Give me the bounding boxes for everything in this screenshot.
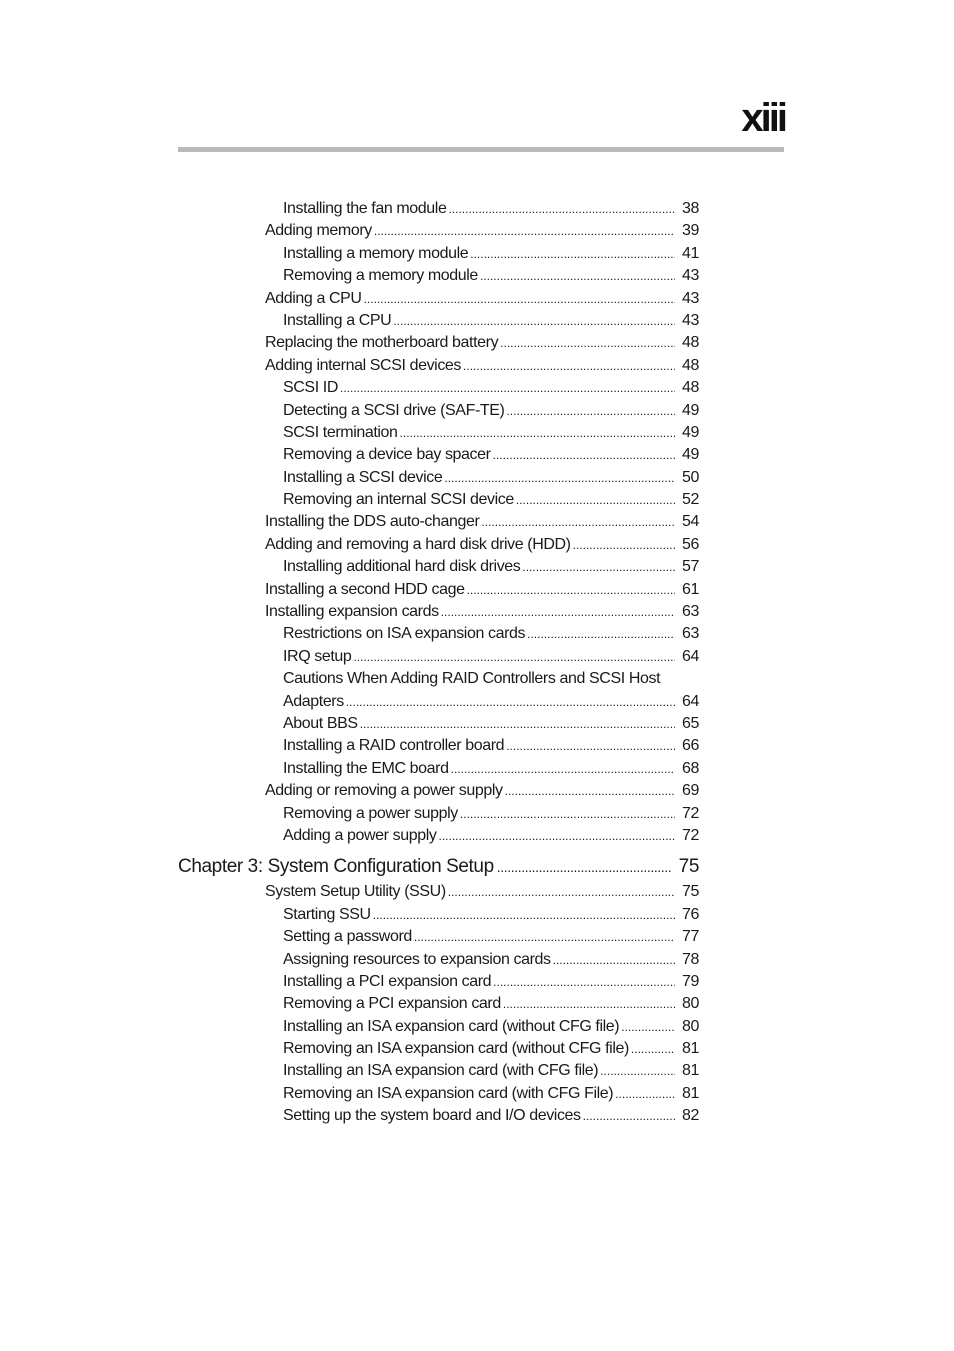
toc-entry-page: 81 xyxy=(682,1062,699,1080)
dot-leader xyxy=(493,971,675,993)
toc-entry-title: Installing the EMC board xyxy=(283,759,449,777)
toc-entry-page: 61 xyxy=(682,580,699,598)
dot-leader xyxy=(360,713,675,735)
toc-entry-page: 50 xyxy=(682,468,699,486)
toc-entry-title: SCSI termination xyxy=(283,423,398,441)
toc-entry-title: Adding memory xyxy=(265,222,372,240)
table-of-contents xyxy=(0,198,954,1128)
dot-leader xyxy=(600,1060,675,1082)
toc-entry-page: 48 xyxy=(682,379,699,397)
toc-entry[interactable] xyxy=(283,1038,699,1060)
toc-entry-page: 72 xyxy=(682,826,699,844)
dot-leader xyxy=(467,579,675,601)
toc-entry[interactable] xyxy=(283,444,699,466)
toc-entry-title: Detecting a SCSI drive (SAF-TE) xyxy=(283,401,505,419)
toc-entry-title: Setting a password xyxy=(283,928,412,946)
toc-entry-title: Removing an internal SCSI device xyxy=(283,491,514,509)
toc-entry[interactable] xyxy=(283,646,699,668)
toc-entry-title: Removing a device bay spacer xyxy=(283,446,491,464)
toc-entry-title: Adding a power supply xyxy=(283,826,437,844)
toc-entry-page: 39 xyxy=(682,222,699,240)
toc-entry-title: Restrictions on ISA expansion cards xyxy=(283,625,526,643)
toc-entry[interactable] xyxy=(265,220,699,242)
dot-leader xyxy=(438,825,675,847)
toc-entry-page: 63 xyxy=(682,603,699,621)
dot-leader xyxy=(448,881,675,903)
toc-entry-title: Installing additional hard disk drives xyxy=(283,558,521,576)
toc-entry-title: Installing a memory module xyxy=(283,244,469,262)
toc-entry[interactable] xyxy=(283,265,699,287)
toc-entry-title-line2: Adapters xyxy=(283,692,344,710)
toc-entry-page: 43 xyxy=(682,289,699,307)
toc-entry-page: 64 xyxy=(682,692,699,710)
toc-entry-title: Installing a second HDD cage xyxy=(265,580,465,598)
dot-leader xyxy=(340,377,675,399)
toc-entry-page: 41 xyxy=(682,244,699,262)
toc-entry[interactable] xyxy=(265,881,699,903)
toc-entry-page: 54 xyxy=(682,513,699,531)
toc-entry-page: 81 xyxy=(682,1040,699,1058)
toc-entry[interactable] xyxy=(283,310,699,332)
dot-leader xyxy=(463,355,675,377)
dot-leader xyxy=(470,243,675,265)
toc-entry-title: Adding a CPU xyxy=(265,289,362,307)
toc-entry-page: 49 xyxy=(682,401,699,419)
toc-entry[interactable] xyxy=(265,332,699,354)
toc-entry-title: Removing a PCI expansion card xyxy=(283,995,501,1013)
toc-entry[interactable] xyxy=(283,949,699,971)
toc-entry-page: 68 xyxy=(682,759,699,777)
page-number: xiii xyxy=(741,96,785,140)
toc-entry-page: 43 xyxy=(682,311,699,329)
toc-entry[interactable] xyxy=(283,758,699,780)
toc-entry-continuation xyxy=(283,691,699,713)
toc-entry-title: About BBS xyxy=(283,714,358,732)
dot-leader xyxy=(522,556,675,578)
chapter-title: Chapter 3: System Configuration Setup xyxy=(178,856,494,878)
toc-entry-page: 81 xyxy=(682,1084,699,1102)
toc-entry-title: Starting SSU xyxy=(283,905,371,923)
toc-entry-title-line1: Cautions When Adding RAID Controllers and SCSI Host xyxy=(283,670,661,688)
toc-entry-page: 64 xyxy=(682,647,699,665)
toc-entry-title: Adding or removing a power supply xyxy=(265,782,503,800)
toc-entry[interactable] xyxy=(265,288,699,310)
dot-leader xyxy=(615,1083,675,1105)
toc-entry-page: 72 xyxy=(682,804,699,822)
toc-entry[interactable] xyxy=(283,1060,699,1082)
toc-entry-page: 76 xyxy=(682,905,699,923)
toc-entry[interactable] xyxy=(283,467,699,489)
toc-entry-title: Removing a power supply xyxy=(283,804,458,822)
toc-entry[interactable] xyxy=(265,534,699,556)
toc-entry[interactable] xyxy=(283,904,699,926)
toc-entry-page: 65 xyxy=(682,714,699,732)
dot-leader xyxy=(621,1016,675,1038)
toc-section-chapter-2-cont xyxy=(0,713,954,847)
dot-leader xyxy=(480,265,675,287)
toc-entry[interactable] xyxy=(283,803,699,825)
dot-leader xyxy=(527,623,675,645)
dot-leader xyxy=(374,220,675,242)
toc-entry-page: 56 xyxy=(682,535,699,553)
dot-leader xyxy=(506,735,675,757)
dot-leader xyxy=(346,691,675,713)
dot-leader xyxy=(573,534,675,556)
toc-entry[interactable] xyxy=(283,489,699,511)
toc-entry[interactable] xyxy=(283,377,699,399)
chapter-page: 75 xyxy=(678,856,699,878)
dot-leader xyxy=(414,926,675,948)
dot-leader xyxy=(497,853,671,881)
dot-leader xyxy=(400,422,675,444)
toc-entry-title: SCSI ID xyxy=(283,379,338,397)
toc-entry-title: System Setup Utility (SSU) xyxy=(265,883,446,901)
toc-entry-title: Installing an ISA expansion card (without CFG file) xyxy=(283,1017,620,1035)
toc-entry-page: 63 xyxy=(682,625,699,643)
dot-leader xyxy=(493,444,675,466)
dot-leader xyxy=(448,198,675,220)
toc-entry-page: 48 xyxy=(682,356,699,374)
toc-entry-page: 80 xyxy=(682,995,699,1013)
toc-entry[interactable] xyxy=(265,601,699,623)
toc-entry-title: Installing a PCI expansion card xyxy=(283,972,492,990)
toc-entry-title: Removing an ISA expansion card (with CFG File) xyxy=(283,1084,614,1102)
toc-entry-title: Removing a memory module xyxy=(283,267,478,285)
dot-leader xyxy=(393,310,675,332)
toc-entry-title: Installing a SCSI device xyxy=(283,468,443,486)
toc-entry[interactable] xyxy=(265,780,699,802)
toc-entry[interactable] xyxy=(283,993,699,1015)
toc-entry-title: IRQ setup xyxy=(283,647,352,665)
dot-leader xyxy=(364,288,675,310)
dot-leader xyxy=(503,993,675,1015)
toc-entry-page: 82 xyxy=(682,1107,699,1125)
toc-entry-title: Installing the DDS auto-changer xyxy=(265,513,480,531)
header-rule xyxy=(178,147,784,152)
dot-leader xyxy=(516,489,675,511)
toc-entry[interactable] xyxy=(283,198,699,220)
toc-entry[interactable] xyxy=(265,511,699,533)
dot-leader xyxy=(631,1038,675,1060)
toc-entry-title: Adding and removing a hard disk drive (HDD) xyxy=(265,535,571,553)
toc-entry-page: 77 xyxy=(682,928,699,946)
toc-entry[interactable] xyxy=(283,623,699,645)
toc-entry-page: 48 xyxy=(682,334,699,352)
dot-leader xyxy=(441,601,675,623)
dot-leader xyxy=(500,332,675,354)
toc-entry-page: 38 xyxy=(682,200,699,217)
toc-entry-page: 49 xyxy=(682,446,699,464)
toc-section-chapter-2 xyxy=(0,198,954,668)
toc-entry-page: 69 xyxy=(682,782,699,800)
toc-chapter-heading[interactable] xyxy=(178,853,699,881)
toc-entry-title: Installing a RAID controller board xyxy=(283,737,505,755)
dot-leader xyxy=(583,1105,675,1127)
toc-entry-page: 52 xyxy=(682,491,699,509)
toc-entry[interactable] xyxy=(283,713,699,735)
toc-entry[interactable] xyxy=(283,422,699,444)
toc-entry-page: 57 xyxy=(682,558,699,576)
toc-entry-title: Assigning resources to expansion cards xyxy=(283,950,551,968)
dot-leader xyxy=(444,467,675,489)
toc-entry[interactable] xyxy=(283,1083,699,1105)
toc-entry[interactable] xyxy=(283,735,699,757)
toc-entry[interactable] xyxy=(283,556,699,578)
toc-entry[interactable] xyxy=(283,825,699,847)
toc-entry-page: 66 xyxy=(682,737,699,755)
toc-entry[interactable] xyxy=(265,579,699,601)
toc-entry[interactable] xyxy=(283,1105,699,1127)
toc-entry[interactable] xyxy=(283,243,699,265)
toc-entry-title: Installing an ISA expansion card (with CFG file) xyxy=(283,1062,599,1080)
dot-leader xyxy=(373,904,675,926)
toc-entry-page: 78 xyxy=(682,950,699,968)
dot-leader xyxy=(506,400,675,422)
toc-entry-page: 75 xyxy=(682,883,699,901)
toc-entry-page: 43 xyxy=(682,267,699,285)
toc-entry-title: Setting up the system board and I/O devices xyxy=(283,1107,581,1125)
dot-leader xyxy=(353,646,675,668)
toc-entry[interactable] xyxy=(283,1016,699,1038)
toc-entry[interactable] xyxy=(283,926,699,948)
dot-leader xyxy=(553,949,675,971)
toc-entry-page: 79 xyxy=(682,972,699,990)
toc-entry[interactable] xyxy=(265,355,699,377)
toc-entry-wrapped[interactable] xyxy=(0,668,954,713)
toc-entry-page: 80 xyxy=(682,1017,699,1035)
toc-entry-title: Replacing the motherboard battery xyxy=(265,334,499,352)
toc-entry-title: Installing the fan module xyxy=(283,200,447,217)
toc-entry[interactable] xyxy=(283,400,699,422)
toc-section-chapter-3 xyxy=(0,881,954,1127)
toc-entry-page: 49 xyxy=(682,423,699,441)
dot-leader xyxy=(451,758,675,780)
dot-leader xyxy=(481,511,675,533)
dot-leader xyxy=(460,803,675,825)
toc-entry[interactable] xyxy=(283,971,699,993)
toc-entry-title: Installing a CPU xyxy=(283,311,392,329)
toc-entry-title: Removing an ISA expansion card (without CFG file) xyxy=(283,1040,629,1058)
toc-entry-title: Installing expansion cards xyxy=(265,603,439,621)
toc-entry-title: Adding internal SCSI devices xyxy=(265,356,462,374)
dot-leader xyxy=(505,780,675,802)
